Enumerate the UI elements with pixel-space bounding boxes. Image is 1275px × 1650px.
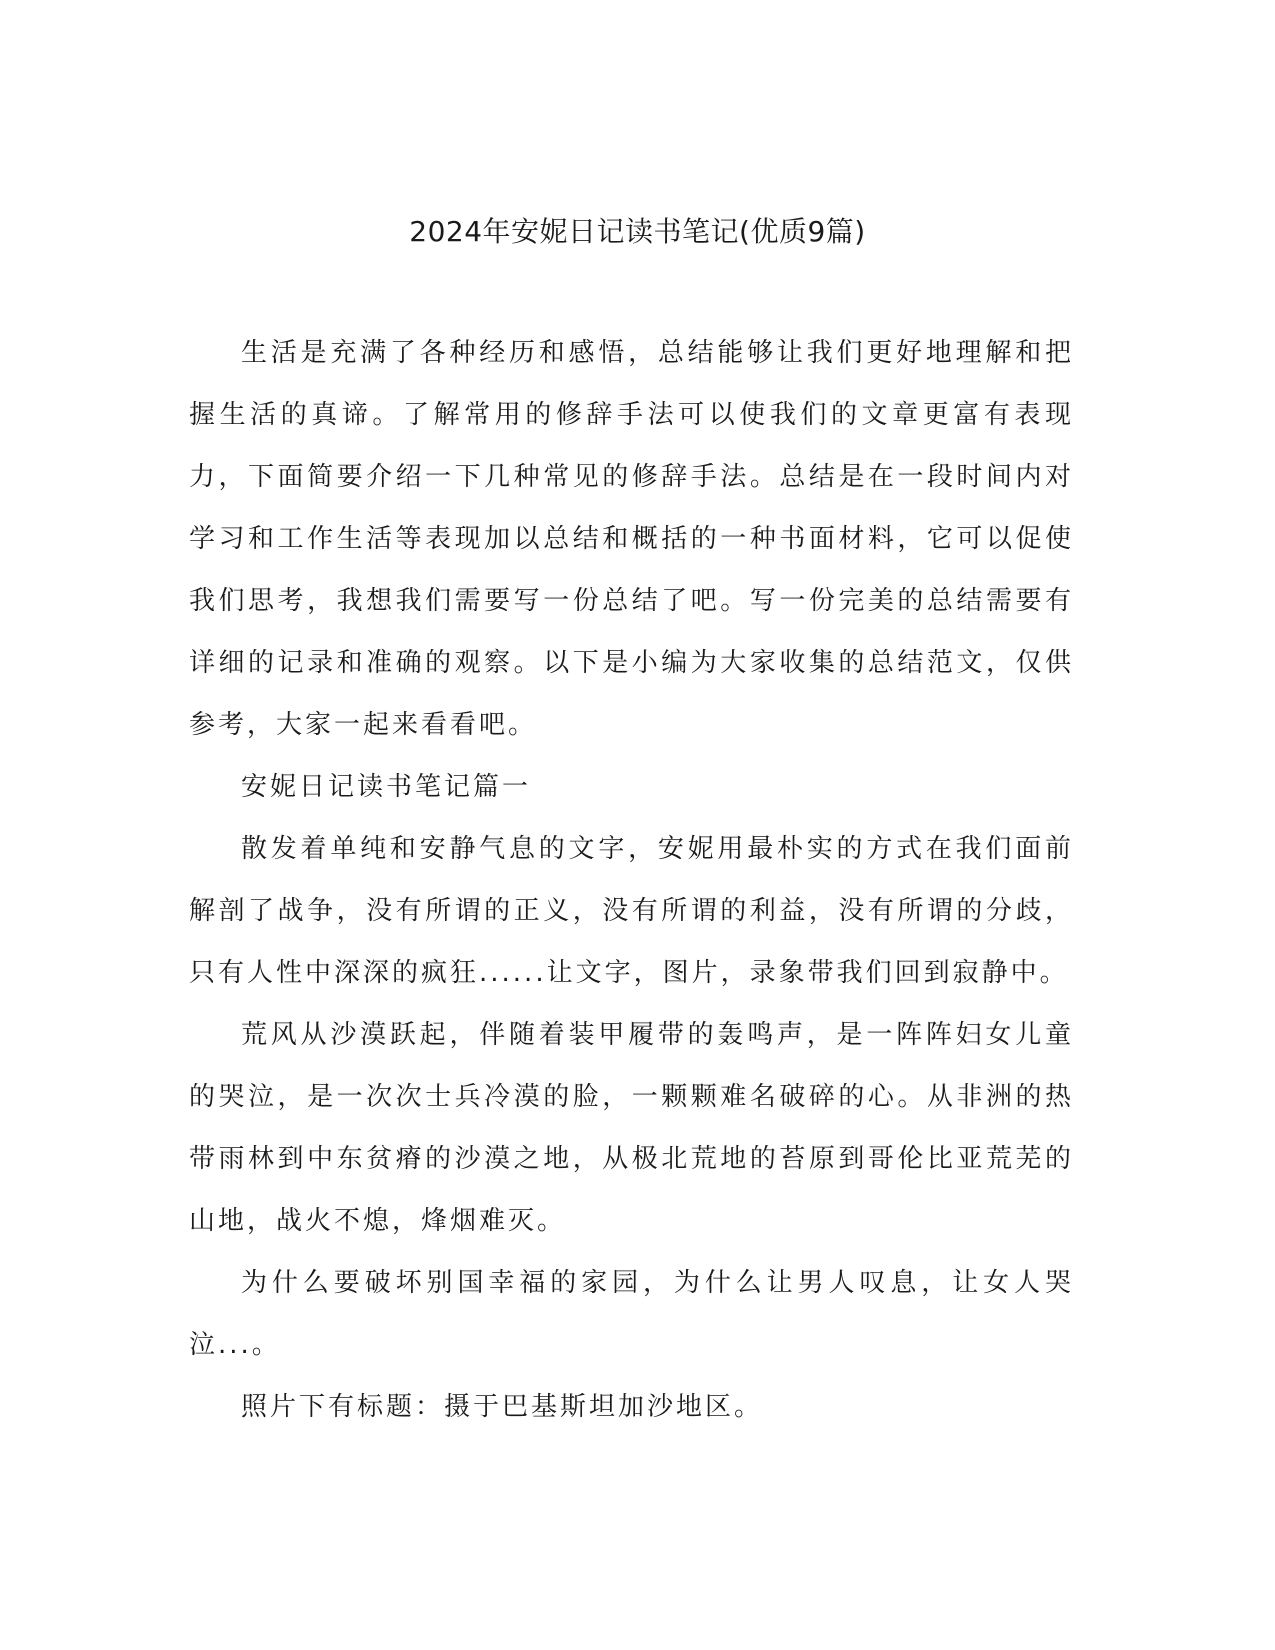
intro-paragraph: 生活是充满了各种经历和感悟，总结能够让我们更好地理解和把握生活的真谛。了解常用的修辞手法可以使我们的文章更富有表现力，下面简要介绍一下几种常见的修辞手法。总结是在一段时间内对学习和工作生活等表现加以总结和概括的一种书面材料，它可以促使我们思考，我想我们需要写一份总结了吧。写一份完美的总结需要有详细的记录和准确的观察。以下是小编为大家收集的总结范文，仅供参考，大家一起来看看吧。	[189, 338, 1074, 740]
body-paragraph: 照片下有标题：摄于巴基斯坦加沙地区。	[241, 1392, 764, 1422]
document-body	[189, 322, 1074, 1438]
body-paragraph: 为什么要破坏别国幸福的家园，为什么让男人叹息，让女人哭泣...。	[189, 1268, 1074, 1360]
section-heading: 安妮日记读书笔记篇一	[241, 772, 532, 802]
body-paragraph: 荒风从沙漠跃起，伴随着装甲履带的轰鸣声，是一阵阵妇女儿童的哭泣，是一次次士兵冷漠的脸，一颗颗难名破碎的心。从非洲的热带雨林到中东贫瘠的沙漠之地，从极北荒地的苔原到哥伦比亚荒芜的山地，战火不熄，烽烟难灭。	[189, 1020, 1074, 1236]
document-title: 2024年安妮日记读书笔记(优质9篇)	[409, 215, 866, 248]
body-paragraph: 散发着单纯和安静气息的文字，安妮用最朴实的方式在我们面前解剖了战争，没有所谓的正义，没有所谓的利益，没有所谓的分歧，只有人性中深深的疯狂......让文字，图片，录象带我们回到寂静中。	[189, 834, 1074, 988]
